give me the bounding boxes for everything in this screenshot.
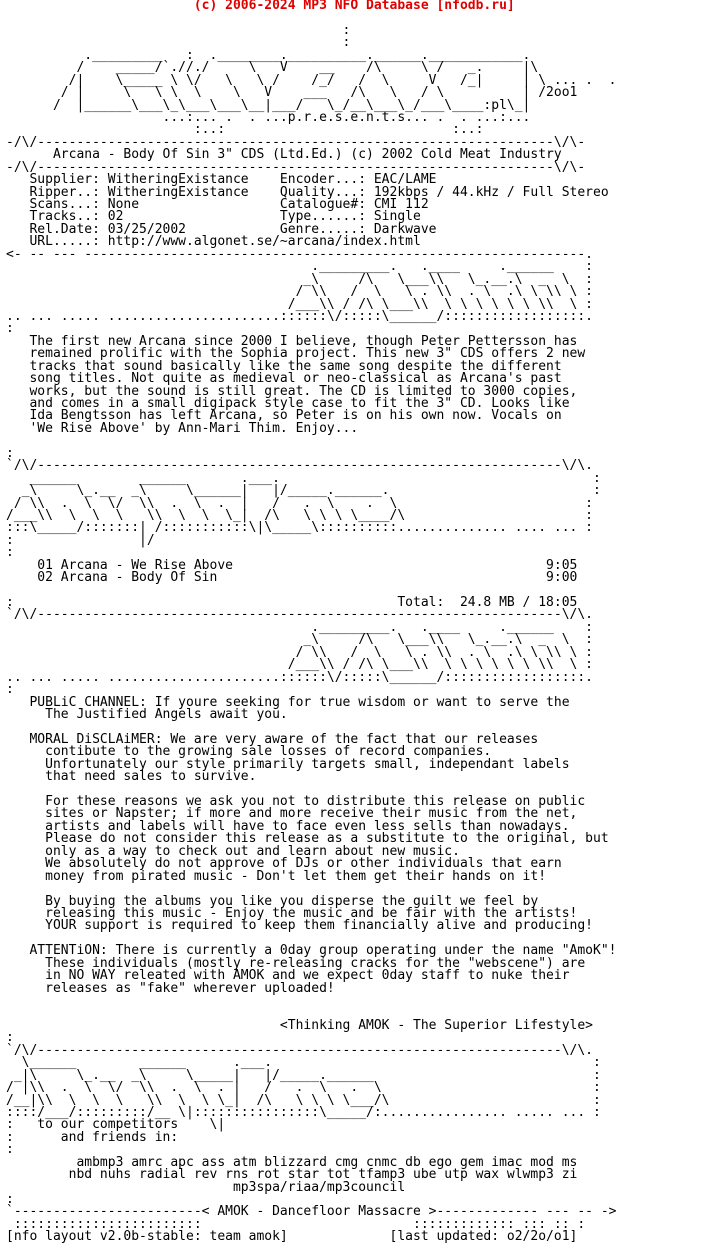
nfo-line: remained prolific with the Sophia project. This new 3" CDS offers 2 new xyxy=(6,346,586,362)
nfo-line: ambmp3 amrc apc ass atm blizzard cmg cnmc db ego gem imac mod ms xyxy=(6,1154,578,1170)
nfo-line: : xyxy=(6,682,14,698)
nfo-line: : xyxy=(6,445,14,461)
nfodb-site-header: (c) 2006-2024 MP3 NFO Database [nfodb.ru] xyxy=(6,0,515,13)
nfo-line: \______ ______ .___. : xyxy=(6,1055,601,1071)
nfo-line: mp3spa/riaa/mp3council xyxy=(6,1179,406,1195)
nfo-line: These individuals (mostly re-releasing cracks for the "webscene") are xyxy=(6,955,586,971)
nfo-line: 02 Arcana - Body Of Sin 9:00 xyxy=(6,570,578,586)
nfo-line: /| \_____ \ \/ \ \ / /_/ / \ V /_| | \ ... . . xyxy=(6,72,617,88)
nfo-line: /__|\\ \ \ \ \\ \ \ \_| /\ \ \ \ \___/\ : xyxy=(6,1092,601,1108)
nfo-line: / _____/`.//./ \ V __ /\ \ / _. |\ xyxy=(6,60,539,76)
nfo-line: YOUR support is required to keep them financially alive and producing! xyxy=(6,918,593,934)
nfo-line xyxy=(6,435,712,447)
nfo-line: : xyxy=(6,321,14,337)
nfo-line: /___\\ \ \ \ \\ \ \ \_| /\ \ \ \ \____/\ : xyxy=(6,507,593,523)
nfo-line: works, but the sound is still great. The CD is limited to 3000 copies, xyxy=(6,383,578,399)
nfo-line: ...:... . . ...p.r.e.s.e.n.t.s... . . ...:... xyxy=(6,109,531,125)
nfo-line: releases as "fake" wherever uploaded! xyxy=(6,980,335,996)
nfo-line: Arcana - Body Of Sin 3" CDS (Ltd.Ed.) (c) 2002 Cold Meat Industry xyxy=(6,147,562,163)
nfo-line: :::::::::::::::::::::::: ::::::::::::: ::: :: : xyxy=(6,1216,586,1232)
nfo-line: : xyxy=(6,35,351,51)
nfo-line: Tracks..: 02 Type......: Single xyxy=(6,209,421,225)
nfo-line: : xyxy=(6,22,351,38)
nfo-line: / |\\ . \ \/ \\ . \ . | / . \ . \ : xyxy=(6,1080,601,1096)
nfo-line: /___\\ / /\ \___\\ \ \ \ \ \ \ \\ \ : xyxy=(6,657,593,673)
nfo-line: ______ ______ .___. : xyxy=(6,470,601,486)
nfo-line: : |/ xyxy=(6,532,155,548)
nfo-line: _\ /\ \___\\ \_.__.\ _ \ : xyxy=(6,271,593,287)
nfo-line: : xyxy=(6,545,14,561)
nfo-line: Ida Bengtsson has left Arcana, so Peter is on his own now. Vocals on xyxy=(6,408,562,424)
nfo-line: : xyxy=(6,1192,14,1207)
nfo-line: Supplier: WitheringExistance Encoder...: EAC/LAME xyxy=(6,172,437,188)
nfo-line: PUBLiC CHANNEL: If youre seeking for true wisdom or want to serve the xyxy=(6,694,570,710)
nfo-line: : xyxy=(6,1142,14,1158)
nfo-line: .. ... ..... ......................::::::\/:::::\______/::::::::::::::::::. xyxy=(6,308,593,324)
nfo-line: Ripper..: WitheringExistance Quality...: 192kbps / 44.kHz / Full Stereo xyxy=(6,184,609,200)
nfo-line: :..: :..: xyxy=(6,122,484,138)
nfo-line: ._________. .____ .______ : xyxy=(6,619,593,635)
nfo-line: `/\/-------------------------------------------------------------------\/\. xyxy=(6,607,593,623)
nfo-line: Please do not consider this release as a substitute to the original, but xyxy=(6,831,609,847)
nfo-line: : xyxy=(6,1030,14,1046)
nfo-line: money from pirated music - Don't let them get their hands on it! xyxy=(6,868,547,884)
nfo-line: / \\ . \ \/ \\ . \ . | / . \ . \ : xyxy=(6,495,593,511)
nfo-line: /___\\ / /\ \___\\ \ \ \ \ \ \ \\ \ : xyxy=(6,296,593,312)
nfo-line: and comes in a small digipack style case to fit the 3" CD. Looks like xyxy=(6,396,570,411)
nfo-line: URL.....: http://www.algonet.se/~arcana/index.html xyxy=(6,234,421,250)
nfo-line: .. ... ..... ......................::::::\/:::::\______/::::::::::::::::::. xyxy=(6,669,593,685)
nfo-line: -/\/------------------------------------------------------------------\/\- xyxy=(6,159,586,175)
nfo-line: contibute to the growing sale losses of record companies. xyxy=(6,744,492,760)
nfo-line: <- -- --- ----------------------------------------------------------------. xyxy=(6,246,593,262)
nfo-line: `/\/-------------------------------------------------------------------\/\. xyxy=(6,1042,593,1058)
nfo-line: ._________. .____ .______ : xyxy=(6,259,593,275)
nfo-line: [nfo layout v2.0b-stable: team amok] [last updated: o2/2o/o1] xyxy=(6,1229,578,1245)
nfo-line: -/\/------------------------------------------------------------------\/\- xyxy=(6,134,586,150)
nfo-line: `/\/-------------------------------------------------------------------\/\. xyxy=(6,458,593,474)
nfo-line: Scans...: None Catalogue#: CMI 112 xyxy=(6,197,429,212)
nfo-line: only as a way to check out and learn about new music. xyxy=(6,843,460,859)
nfo-line: Rel.Date: 03/25/2002 Genre.....: Darkwave xyxy=(6,221,437,237)
nfo-line: : and friends in: xyxy=(6,1129,179,1145)
nfo-line: artists and labels will have to face even less sells than nowadays. xyxy=(6,818,570,834)
nfo-line: ::::/___/:::::::::/__ \|::::::::::::::::\_____/:................ ..... ... : xyxy=(6,1104,601,1120)
nfo-line: 01 Arcana - We Rise Above 9:05 xyxy=(6,557,578,573)
nfo-line: We absolutely do not approve of DJs or other individuals that earn xyxy=(6,856,562,872)
nfo-line: releasing this music - Enjoy the music and be fair with the artists! xyxy=(6,905,578,921)
nfo-line: in NO WAY releated with AMOK and we expect 0day staff to nuke their xyxy=(6,968,570,984)
nfo-line: The Justified Angels await you. xyxy=(6,706,288,722)
nfo-line: nbd nuhs radial rev rns rot star tot tfamp3 ube utp wax wlwmp3 zi xyxy=(6,1167,578,1183)
nfo-line: `------------------------< AMOK - Dancefloor Massacre >------------- --- -- -> xyxy=(6,1204,617,1220)
nfo-line: / \\ / \ \ . \\ . \ .\ \ \\ \ : xyxy=(6,644,593,660)
nfo-line: By buying the albums you like you disperse the guilt we feel by xyxy=(6,893,539,909)
nfo-line: For these reasons we ask you not to distribute this release on public xyxy=(6,794,586,809)
nfo-line: MORAL DiSCLAiMER: We are very aware of the fact that our releases xyxy=(6,731,539,747)
nfo-line: tracks that sound basically like the same song despite the different xyxy=(6,358,562,374)
nfo-line: The first new Arcana since 2000 I believe, though Peter Pettersson has xyxy=(6,333,578,349)
nfo-line: / \\ / \ \ . \\ . \ .\ \ \\ \ : xyxy=(6,284,593,300)
nfo-line: : Total: 24.8 MB / 18:05 xyxy=(6,595,578,610)
nfo-line: ATTENTiON: There is currently a 0day group operating under the name "AmoK"! xyxy=(6,943,617,959)
nfo-line: :::\_____/:::::::| /:::::::::::\|\_____\::::::::::.............. .... ... : xyxy=(6,520,593,536)
nfo-line: <Thinking AMOK - The Superior Lifestyle> xyxy=(6,1017,593,1033)
nfo-line: / | \ \ \ \ \ V ___ /\ \ / \ | /2oo1 xyxy=(6,85,578,101)
nfo-line: / |______\___\_\___\___\__|___/ \_/__\___\_/___\____:pl\_| xyxy=(6,97,531,113)
nfo-line: sites or Napster; if more and more receive their music from the net, xyxy=(6,806,578,822)
nfo-line: : to our competitors \| xyxy=(6,1117,226,1133)
nfo-line: song titles. Not quite as medieval or neo-classical as Arcana's past xyxy=(6,371,562,387)
nfo-line: _\ /\ \___\\ \_.__.\ _ \ : xyxy=(6,632,593,648)
nfo-line xyxy=(6,995,712,1007)
nfo-line: _\ \_.__ _\ \______| |/_____.______. : xyxy=(6,483,601,499)
nfo-line: _|\ \_.__ _\ \_____| |/_____.______ : xyxy=(6,1067,601,1083)
nfo-line: Unfortunately our style primarily targets small, independant labels xyxy=(6,756,570,772)
nfo-line: that need sales to survive. xyxy=(6,769,257,785)
nfo-line: 'We Rise Above' by Ann-Mari Thim. Enjoy... xyxy=(6,420,359,436)
nfo-line: ._________ : .________.__________.______.____________. xyxy=(6,47,531,63)
